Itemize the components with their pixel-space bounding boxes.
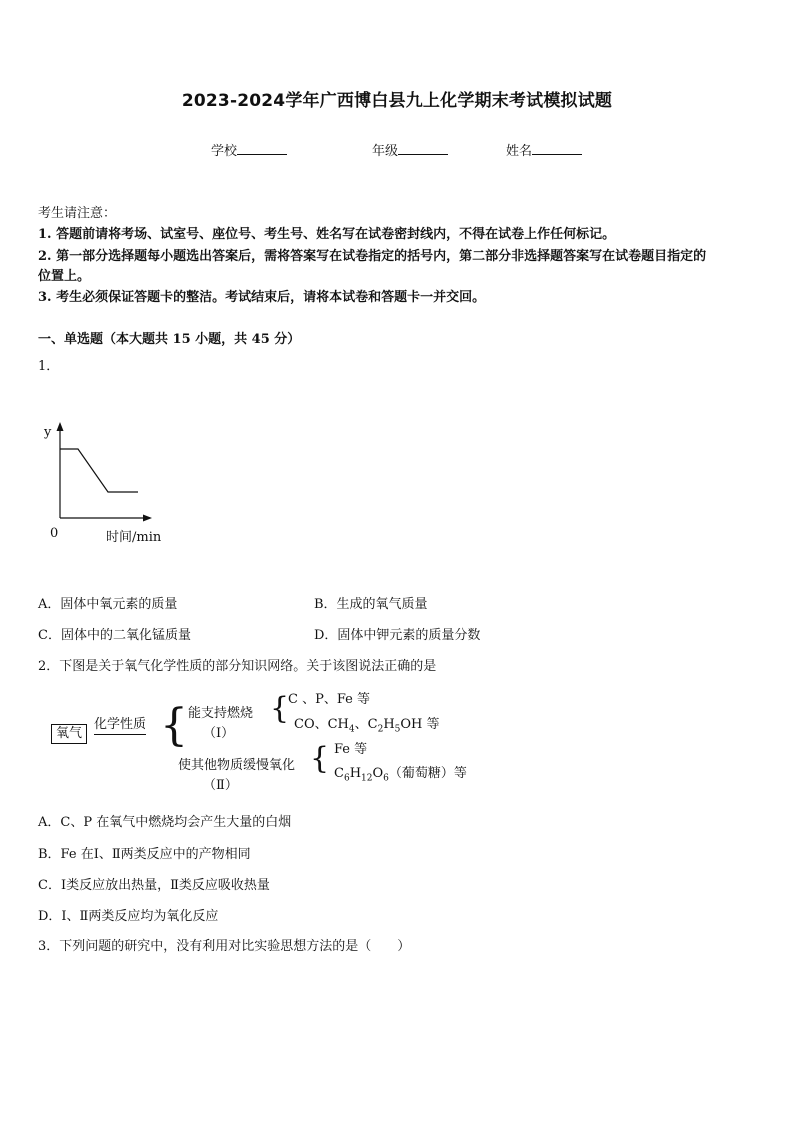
notice-text: 考生必须保证答题卡的整洁。考试结束后，请将本试卷和答题卡一并交回。 xyxy=(56,290,486,305)
notice-num: 1. xyxy=(38,227,52,242)
grade-blank[interactable] xyxy=(398,140,448,155)
brace-slow: { xyxy=(310,741,330,776)
question-number: 1． xyxy=(38,359,60,374)
y-axis-arrow xyxy=(57,422,64,431)
option-c[interactable]: C．Ⅰ类反应放出热量，Ⅱ类反应吸收热量 xyxy=(38,878,270,893)
name-field xyxy=(506,140,582,159)
brace-combust: { xyxy=(270,691,290,726)
subscript: 12 xyxy=(361,773,373,784)
formula-part: H xyxy=(383,717,395,732)
subscript: 6 xyxy=(383,773,389,784)
notice-heading: 考生请注意： xyxy=(38,206,117,221)
curve-line xyxy=(60,449,138,492)
roman-2: （Ⅱ） xyxy=(203,778,238,793)
roman-1: （Ⅰ） xyxy=(203,726,235,741)
formula-part: OH 等 xyxy=(400,717,440,732)
formula-part: （葡萄糖）等 xyxy=(388,766,467,781)
combust-items-1: C 、P、Fe 等 xyxy=(288,692,370,707)
formula-part: CO、CH xyxy=(294,717,349,732)
option-c[interactable]: C．固体中的二氧化锰质量 xyxy=(38,628,191,643)
y-axis-label: y xyxy=(44,425,52,440)
section-heading: 一、单选题（本大题共 15 小题，共 45 分） xyxy=(38,332,301,347)
slow-oxidation-label: 使其他物质缓慢氧化 xyxy=(178,758,296,773)
option-b[interactable]: B．Fe 在Ⅰ、Ⅱ两类反应中的产物相同 xyxy=(38,847,251,862)
option-a[interactable]: A．固体中氧元素的质量 xyxy=(38,597,178,612)
formula-part: H xyxy=(349,766,362,781)
notice-item-2-cont: 位置上。 xyxy=(38,269,91,284)
combust-label: 能支持燃烧 xyxy=(188,706,254,721)
slow-items-1: Fe 等 xyxy=(334,742,368,757)
option-d[interactable]: D．Ⅰ、Ⅱ两类反应均为氧化反应 xyxy=(38,909,219,924)
option-d[interactable]: D．固体中钾元素的质量分数 xyxy=(314,628,481,643)
notice-item-2 xyxy=(38,245,706,264)
option-b[interactable]: B．生成的氧气质量 xyxy=(314,597,428,612)
notice-item-3 xyxy=(38,286,485,305)
notice-num: 3. xyxy=(38,290,52,305)
name-label: 姓名 xyxy=(506,144,533,159)
formula-part: 、C xyxy=(354,717,378,732)
school-blank[interactable] xyxy=(237,140,287,155)
subscript: 2 xyxy=(377,724,384,735)
combust-items-2 xyxy=(294,713,440,735)
slow-items-2 xyxy=(334,762,467,784)
page-title: 2023-2024学年广西博白县九上化学期末考试模拟试题 xyxy=(181,91,613,111)
option-a[interactable]: A．C、P 在氧气中燃烧均会产生大量的白烟 xyxy=(38,815,292,830)
x-axis-label: 时间/min xyxy=(106,530,162,545)
grade-label: 年级 xyxy=(372,144,399,159)
brace-main: { xyxy=(160,700,188,751)
notice-num: 2. xyxy=(38,249,52,264)
oxygen-knowledge-network xyxy=(48,686,488,793)
school-field xyxy=(211,140,287,159)
name-blank[interactable] xyxy=(532,140,582,155)
chem-prop-label: 化学性质 xyxy=(94,716,146,735)
formula-part: C xyxy=(334,766,344,781)
subscript: 6 xyxy=(343,773,350,784)
question-stem: 2．下图是关于氧气化学性质的部分知识网络。关于该图说法正确的是 xyxy=(38,659,437,674)
notice-item-1 xyxy=(38,223,615,242)
school-label: 学校 xyxy=(211,144,238,159)
formula-part: O xyxy=(372,766,384,781)
oxygen-box: 氧气 xyxy=(51,724,87,744)
origin-label: 0 xyxy=(50,526,59,541)
notice-text: 答题前请将考场、试室号、座位号、考生号、姓名写在试卷密封线内，不得在试卷上作任何标记。 xyxy=(56,227,616,242)
subscript: 5 xyxy=(394,724,401,735)
grade-field xyxy=(372,140,448,159)
x-axis-arrow xyxy=(143,515,152,522)
question-stem: 3．下列问题的研究中，没有利用对比实验思想方法的是（ ） xyxy=(38,939,411,954)
subscript: 4 xyxy=(348,724,355,735)
notice-text: 第一部分选择题每小题选出答案后，需将答案写在试卷指定的括号内，第二部分非选择题答案写在试卷题目指定的 xyxy=(56,249,707,264)
